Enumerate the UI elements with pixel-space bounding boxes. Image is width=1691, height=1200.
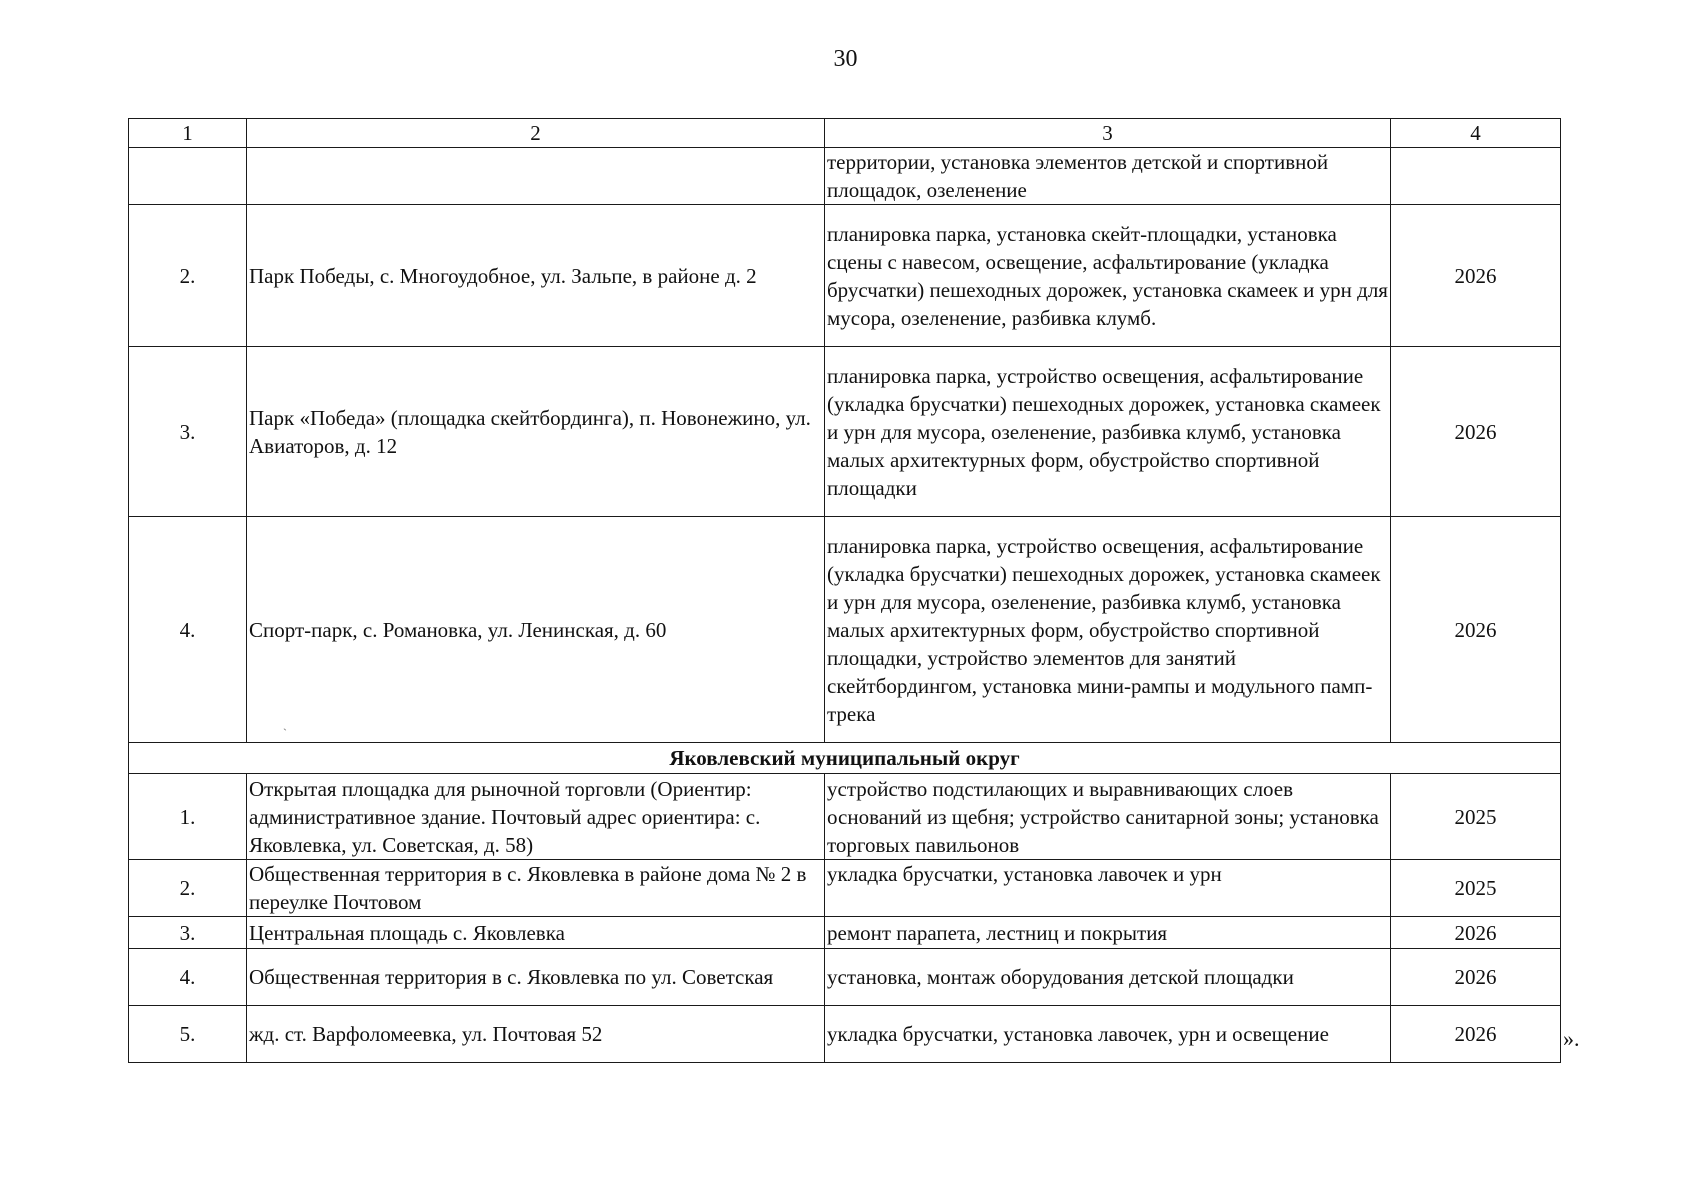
table-row (129, 517, 1561, 743)
table-row (129, 949, 1561, 1006)
works-description: устройство подстилающих и выравнивающих слоев оснований из щебня; устройство санитарной зоны; установка торговых павильонов (825, 774, 1391, 860)
header-col-2: 2 (247, 119, 825, 148)
year: 2026 (1391, 205, 1561, 347)
object-name (247, 148, 825, 205)
year: 2025 (1391, 774, 1561, 860)
table-row (129, 860, 1561, 917)
year: 2026 (1391, 1006, 1561, 1063)
table-row (129, 205, 1561, 347)
object-name: Общественная территория в с. Яковлевка по ул. Советская (247, 949, 825, 1006)
works-description: укладка брусчатки, установка лавочек, урн и освещение (825, 1006, 1391, 1063)
year: 2025 (1391, 860, 1561, 917)
table-row (129, 917, 1561, 949)
row-number: 4. (129, 949, 247, 1006)
works-description: планировка парка, устройство освещения, асфальтирование (укладка брусчатки) пешеходных дорожек, установка скамеек и урн для мусора, озеленение, разбивка клумб, установка малых архитектурных форм, обустройство спортивной площадки, устройство элементов для занятий скейтбордингом, установка мини-рампы и модульного памп-трека (825, 517, 1391, 743)
row-number: 2. (129, 205, 247, 347)
header-row (129, 119, 1561, 148)
header-col-1: 1 (129, 119, 247, 148)
row-number: 3. (129, 347, 247, 517)
year: 2026 (1391, 917, 1561, 949)
object-name: Центральная площадь с. Яковлевка (247, 917, 825, 949)
table-row (129, 774, 1561, 860)
object-name: Парк Победы, с. Многоудобное, ул. Зальпе, в районе д. 2 (247, 205, 825, 347)
stray-mark: ` (283, 726, 287, 740)
year: 2026 (1391, 347, 1561, 517)
page-number: 30 (833, 46, 858, 72)
row-number: 2. (129, 860, 247, 917)
object-name: Парк «Победа» (площадка скейтбординга), п. Новонежино, ул. Авиаторов, д. 12 (247, 347, 825, 517)
works-description: ремонт парапета, лестниц и покрытия (825, 917, 1391, 949)
works-description: территории, установка элементов детской и спортивной площадок, озеленение (825, 148, 1391, 205)
year (1391, 148, 1561, 205)
closing-quote: ». (1563, 1026, 1580, 1051)
works-description: планировка парка, устройство освещения, асфальтирование (укладка брусчатки) пешеходных дорожек, установка скамеек и урн для мусора, озеленение, разбивка клумб, установка малых архитектурных форм, обустройство спортивной площадки (825, 347, 1391, 517)
section-row (129, 743, 1561, 774)
row-number: 1. (129, 774, 247, 860)
object-name: Общественная территория в с. Яковлевка в районе дома № 2 в переулке Почтовом (247, 860, 825, 917)
works-description: установка, монтаж оборудования детской площадки (825, 949, 1391, 1006)
table-row (129, 148, 1561, 205)
works-description: планировка парка, установка скейт-площадки, установка сцены с навесом, освещение, асфальтирование (укладка брусчатки) пешеходных дорожек, установка скамеек и урн для мусора, озеленение, разбивка клумб. (825, 205, 1391, 347)
row-number (129, 148, 247, 205)
object-name: жд. ст. Варфоломеевка, ул. Почтовая 52 (247, 1006, 825, 1063)
works-table (128, 118, 1561, 1063)
header-col-4: 4 (1391, 119, 1561, 148)
table-row (129, 1006, 1561, 1063)
row-number: 3. (129, 917, 247, 949)
row-number: 4. (129, 517, 247, 743)
row-number: 5. (129, 1006, 247, 1063)
year: 2026 (1391, 517, 1561, 743)
table-row (129, 347, 1561, 517)
works-description: укладка брусчатки, установка лавочек и урн (825, 860, 1391, 917)
object-name: Открытая площадка для рыночной торговли (Ориентир: административное здание. Почтовый адрес ориентира: с. Яковлевка, ул. Советская, д. 58) (247, 774, 825, 860)
section-title: Яковлевский муниципальный округ (129, 743, 1561, 774)
year: 2026 (1391, 949, 1561, 1006)
object-name: Спорт-парк, с. Романовка, ул. Ленинская, д. 60 (247, 517, 825, 743)
header-col-3: 3 (825, 119, 1391, 148)
